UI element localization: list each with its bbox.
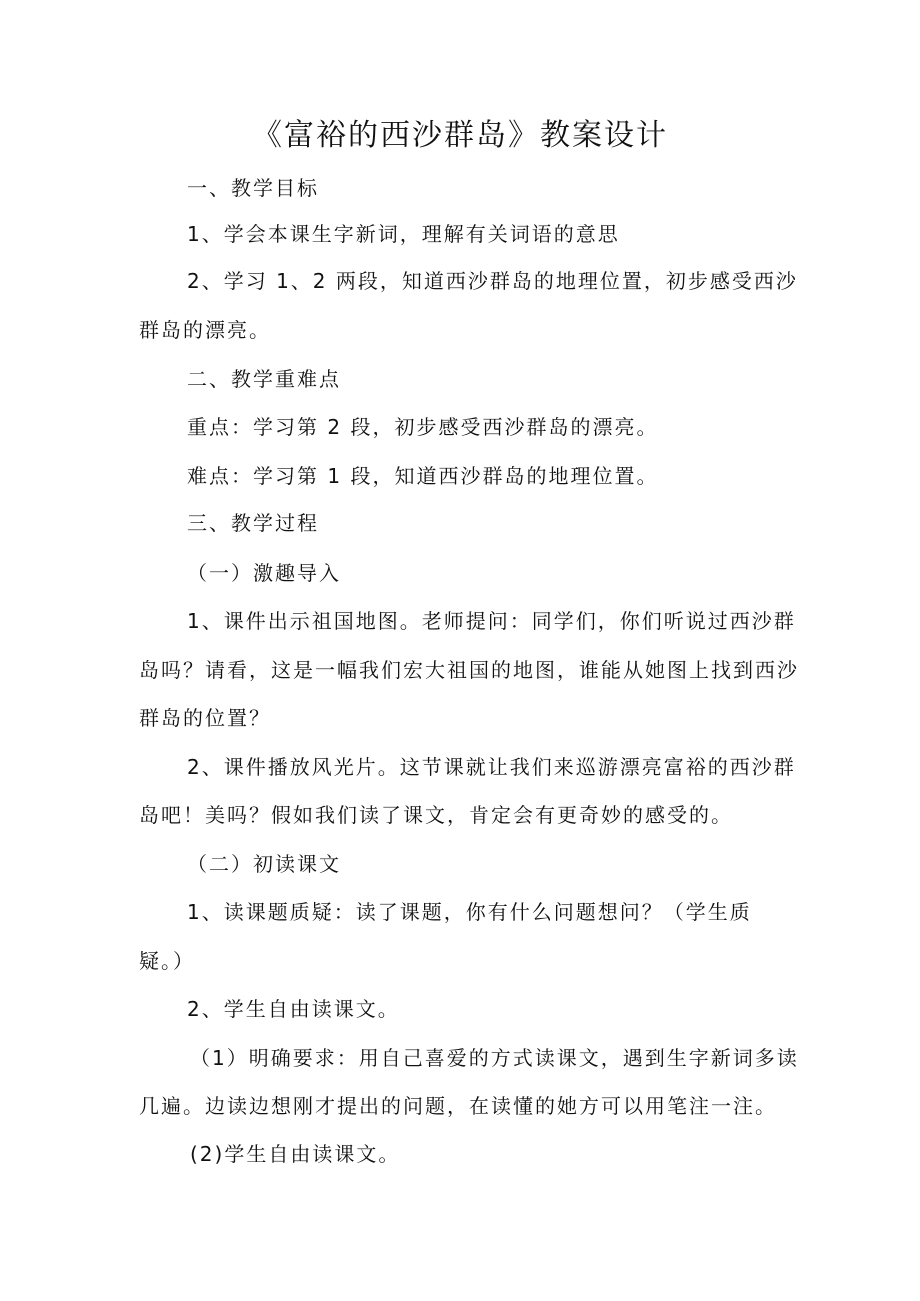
subsection-heading: （二）初读课文	[187, 852, 341, 876]
section-heading-process: 三、教学过程	[187, 511, 319, 535]
section-heading-objectives: 一、教学目标	[187, 176, 319, 200]
paragraph-line: 几遍。边读边想刚才提出的问题，在读懂的她方可以用笔注一注。	[139, 1094, 777, 1118]
paragraph-line: (2)学生自由读课文。	[190, 1142, 401, 1166]
paragraph-line: 1、课件出示祖国地图。老师提问：同学们，你们听说过西沙群	[187, 609, 796, 633]
paragraph-line: 1、读课题质疑：读了课题，你有什么问题想问？（学生质	[187, 900, 752, 924]
paragraph-line: 2、课件播放风光片。这节课就让我们来巡游漂亮富裕的西沙群	[187, 755, 796, 779]
paragraph-line: 群岛的位置？	[139, 706, 271, 730]
section-heading-key-points: 二、教学重难点	[187, 367, 341, 391]
paragraph-line: 疑。）	[139, 949, 195, 973]
paragraph-line: 群岛的漂亮。	[139, 318, 271, 342]
paragraph-line: 2、学生自由读课文。	[187, 997, 400, 1021]
paragraph-line: 2、学习 1、2 两段，知道西沙群岛的地理位置，初步感受西沙	[187, 269, 798, 293]
paragraph-line: 重点：学习第 2 段，初步感受西沙群岛的漂亮。	[187, 415, 659, 439]
document-title: 《富裕的西沙群岛》教案设计	[252, 118, 668, 153]
paragraph-line: 难点：学习第 1 段，知道西沙群岛的地理位置。	[187, 464, 659, 488]
paragraph-line: 岛吗？请看，这是一幅我们宏大祖国的地图，谁能从她图上找到西沙	[139, 658, 799, 682]
paragraph-line: 1、学会本课生字新词，理解有关词语的意思	[187, 222, 620, 246]
subsection-heading: （一）激趣导入	[187, 561, 341, 585]
paragraph-line: （1）明确要求：用自己喜爱的方式读课文，遇到生字新词多读	[190, 1046, 799, 1070]
paragraph-line: 岛吧！美吗？假如我们读了课文，肯定会有更奇妙的感受的。	[139, 803, 733, 827]
